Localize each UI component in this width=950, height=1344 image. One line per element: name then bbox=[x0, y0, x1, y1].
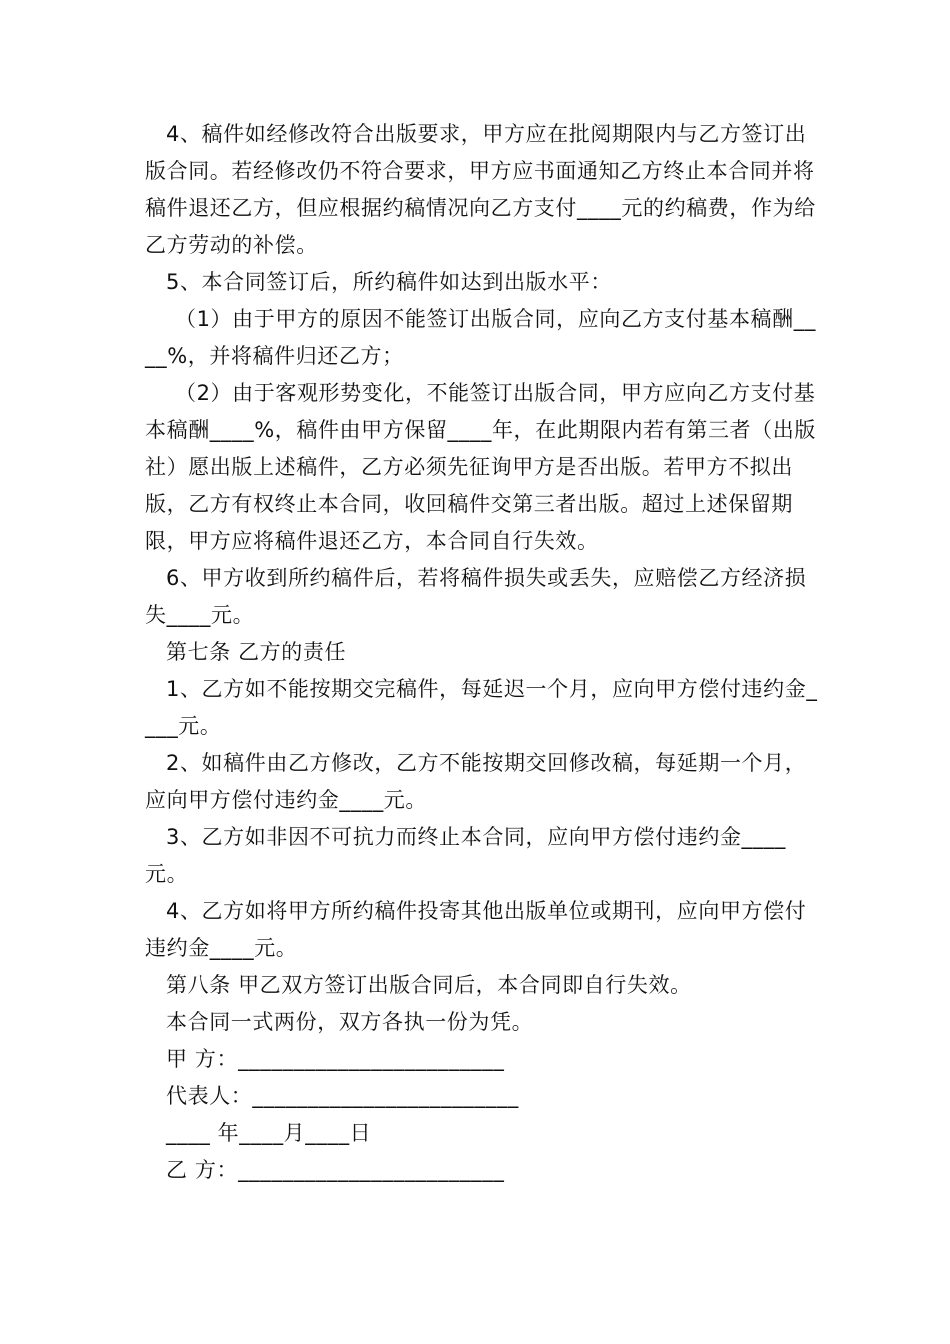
article-8: 第八条 甲乙双方签订出版合同后，本合同即自行失效。 bbox=[166, 973, 692, 997]
party-a-signature-line: 甲 方：________________________ bbox=[166, 1047, 505, 1071]
paragraph-5-item-1: （1）由于甲方的原因不能签订出版合同，应向乙方支付基本稿酬____%，并将稿件归还乙方； bbox=[145, 307, 816, 368]
paragraph-4-revision: 4、稿件如经修改符合出版要求，甲方应在批阅期限内与乙方签订出版合同。若经修改仍不符合要求，甲方应书面通知乙方终止本合同并将稿件退还乙方，但应根据约稿情况向乙方支付____元的约稿费，作为给乙方劳动的补偿。 bbox=[145, 122, 816, 257]
paragraph-6-loss: 6、甲方收到所约稿件后，若将稿件损失或丢失，应赔偿乙方经济损失____元。 bbox=[145, 566, 807, 627]
article-7-item-3: 3、乙方如非因不可抗力而终止本合同，应向甲方偿付违约金____元。 bbox=[145, 825, 786, 886]
paragraph-5-after-signing: 5、本合同签订后，所约稿件如达到出版水平： bbox=[166, 270, 612, 294]
representative-signature-line: 代表人：________________________ bbox=[166, 1084, 519, 1108]
article-7-heading: 第七条 乙方的责任 bbox=[166, 640, 347, 664]
contract-body bbox=[145, 116, 825, 1189]
paragraph-5-item-2: （2）由于客观形势变化，不能签订出版合同，甲方应向乙方支付基本稿酬____%，稿件由甲方保留____年，在此期限内若有第三者（出版社）愿出版上述稿件，乙方必须先征询甲方是否出版。若甲方不拟出版，乙方有权终止本合同，收回稿件交第三者出版。超过上述保留期限，甲方应将稿件退还乙方，本合同自行失效。 bbox=[145, 381, 816, 553]
date-line: ____ 年____月____日 bbox=[166, 1121, 372, 1145]
article-7-item-2: 2、如稿件由乙方修改，乙方不能按期交回修改稿，每延期一个月，应向甲方偿付违约金____元。 bbox=[145, 751, 807, 812]
party-b-signature-line: 乙 方：________________________ bbox=[166, 1158, 505, 1182]
copies-clause: 本合同一式两份，双方各执一份为凭。 bbox=[166, 1010, 534, 1034]
article-7-item-4: 4、乙方如将甲方所约稿件投寄其他出版单位或期刊，应向甲方偿付违约金____元。 bbox=[145, 899, 807, 960]
article-7-item-1: 1、乙方如不能按期交完稿件，每延迟一个月，应向甲方偿付违约金____元。 bbox=[145, 677, 818, 738]
